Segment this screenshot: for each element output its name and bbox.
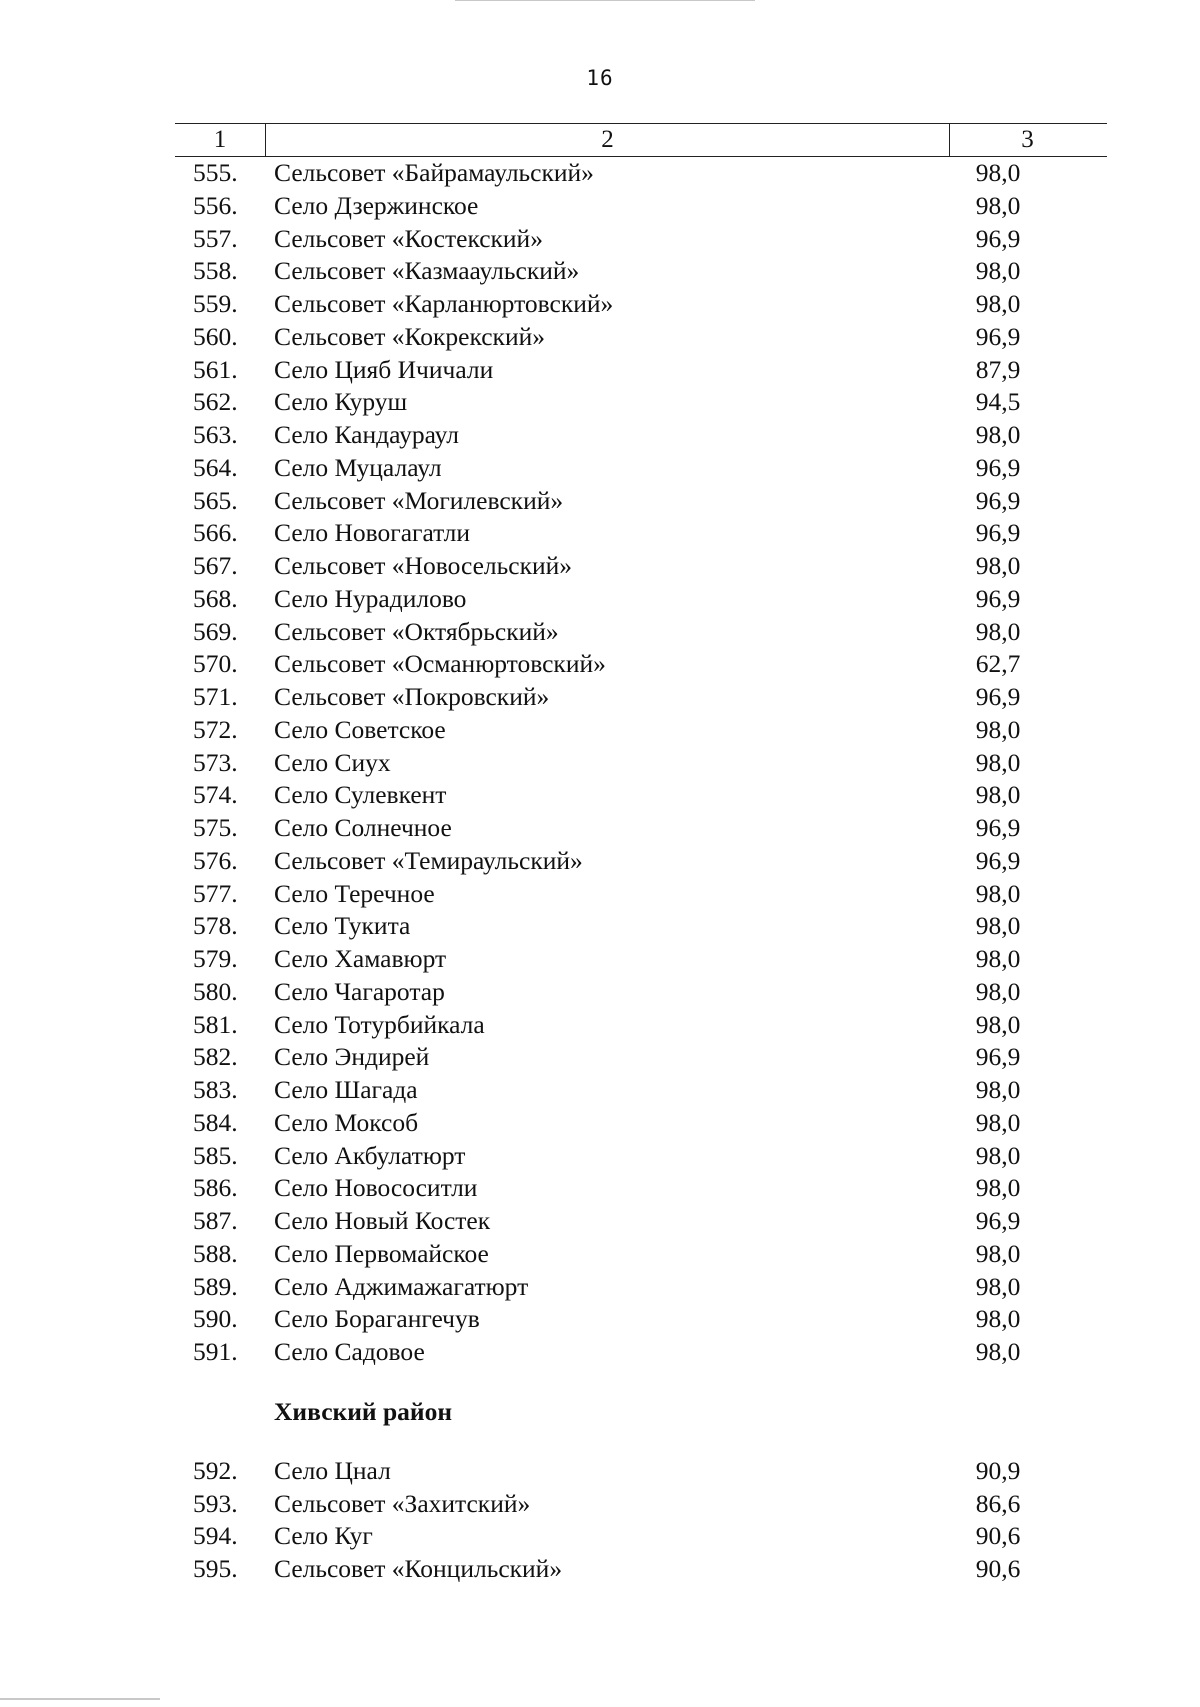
- row-name: Сельсовет «Байрамаульский»: [274, 158, 594, 187]
- row-value: 98,0: [975, 911, 1021, 941]
- row-value: 62,7: [975, 649, 1021, 679]
- row-number: 556.: [193, 190, 238, 220]
- row-value: 98,0: [975, 1009, 1021, 1039]
- row-name: Село Борагангечув: [274, 1304, 480, 1334]
- row-name: Село Цнал: [274, 1455, 391, 1485]
- row-number: 578.: [193, 911, 238, 941]
- row-value: 96,9: [975, 223, 1021, 253]
- row-value: 94,5: [975, 387, 1021, 417]
- row-number: 592.: [193, 1455, 238, 1485]
- row-number: 560.: [193, 321, 238, 351]
- row-value: 90,6: [975, 1521, 1021, 1551]
- row-name: Село Сулевкент: [274, 780, 447, 810]
- row-name: Сельсовет «Темираульский»: [274, 845, 583, 875]
- row-number: 566.: [193, 518, 238, 548]
- row-number: 562.: [193, 387, 238, 417]
- table-row: [175, 354, 1107, 387]
- row-name: Село Первомайское: [274, 1238, 489, 1268]
- table-row: [175, 288, 1107, 321]
- table-row: [175, 1172, 1107, 1205]
- row-value: 96,9: [975, 1206, 1021, 1235]
- row-value: 98,0: [975, 616, 1021, 646]
- row-name: Село Кандаураул: [274, 420, 459, 449]
- table-row: [175, 681, 1107, 714]
- row-number: 559.: [193, 289, 238, 318]
- row-value: 98,0: [975, 747, 1021, 777]
- row-name: Сельсовет «Концильский»: [274, 1554, 563, 1583]
- row-value: 98,0: [975, 190, 1021, 220]
- row-name: Село Сиух: [274, 747, 391, 777]
- row-name: Сельсовет «Казмааульский»: [274, 256, 580, 286]
- row-value: 87,9: [975, 354, 1021, 384]
- row-value: 86,6: [975, 1488, 1021, 1518]
- scan-artifact: [0, 1698, 160, 1700]
- row-value: 98,0: [975, 158, 1021, 187]
- row-number: 585.: [193, 1140, 238, 1170]
- table-row: [175, 1455, 1107, 1488]
- table-row: [175, 321, 1107, 354]
- row-value: 98,0: [975, 420, 1021, 449]
- row-name: Сельсовет «Покровский»: [274, 682, 550, 711]
- table-row: [175, 386, 1107, 419]
- row-name: Село Цияб Ичичали: [274, 354, 494, 384]
- table-row: [175, 157, 1107, 190]
- table-body-section: [175, 1455, 1107, 1586]
- row-value: 98,0: [975, 289, 1021, 318]
- row-number: 577.: [193, 878, 238, 908]
- row-value: 96,9: [975, 1042, 1021, 1072]
- table-row: [175, 714, 1107, 747]
- table-row: [175, 747, 1107, 780]
- row-value: 90,6: [975, 1554, 1021, 1583]
- table-row: [175, 255, 1107, 288]
- row-number: 590.: [193, 1304, 238, 1334]
- row-number: 581.: [193, 1009, 238, 1039]
- row-name: Село Теречное: [274, 878, 435, 908]
- row-name: Село Новый Костек: [274, 1206, 491, 1235]
- header-col-1: 1: [213, 126, 227, 153]
- table-row: [175, 550, 1107, 583]
- table-row: [175, 1553, 1107, 1586]
- row-value: 96,9: [975, 321, 1021, 351]
- row-number: 569.: [193, 616, 238, 646]
- row-name: Село Моксоб: [274, 1107, 419, 1137]
- row-number: 580.: [193, 976, 238, 1006]
- row-value: 98,0: [975, 1140, 1021, 1170]
- row-number: 582.: [193, 1042, 238, 1072]
- row-name: Село Шагада: [274, 1075, 418, 1104]
- table-row: [175, 190, 1107, 223]
- row-value: 96,9: [975, 452, 1021, 482]
- row-value: 96,9: [975, 682, 1021, 711]
- row-value: 98,0: [975, 878, 1021, 908]
- table-row: [175, 616, 1107, 649]
- row-number: 583.: [193, 1075, 238, 1104]
- row-number: 557.: [193, 223, 238, 253]
- table-row: [175, 517, 1107, 550]
- row-name: Сельсовет «Могилевский»: [274, 485, 564, 515]
- row-name: Село Солнечное: [274, 813, 452, 842]
- table-row: [175, 878, 1107, 911]
- table-row: [175, 648, 1107, 681]
- row-name: Село Куг: [274, 1521, 373, 1551]
- row-name: Сельсовет «Османюртовский»: [274, 649, 606, 679]
- row-value: 98,0: [975, 1107, 1021, 1137]
- row-number: 593.: [193, 1488, 238, 1518]
- row-name: Сельсовет «Кокрекский»: [274, 321, 545, 351]
- row-value: 98,0: [975, 1304, 1021, 1334]
- row-name: Село Садовое: [274, 1337, 425, 1366]
- table-row: [175, 779, 1107, 812]
- row-number: 570.: [193, 649, 238, 679]
- data-table: [175, 123, 1107, 1586]
- row-name: Село Чагаротар: [274, 976, 445, 1006]
- row-name: Село Тотурбийкала: [274, 1009, 485, 1039]
- row-number: 575.: [193, 813, 238, 842]
- table-row: [175, 1238, 1107, 1271]
- row-number: 558.: [193, 256, 238, 286]
- row-number: 586.: [193, 1173, 238, 1203]
- row-name: Село Куруш: [274, 387, 408, 417]
- table-row: [175, 1107, 1107, 1140]
- table-row: [175, 1303, 1107, 1336]
- table-row: [175, 1205, 1107, 1238]
- row-number: 576.: [193, 845, 238, 875]
- row-value: 98,0: [975, 1271, 1021, 1301]
- row-name: Село Муцалаул: [274, 452, 442, 482]
- table-row: [175, 1041, 1107, 1074]
- table-row: [175, 485, 1107, 518]
- row-value: 98,0: [975, 551, 1021, 580]
- table-body-main: [175, 157, 1107, 1369]
- row-value: 96,9: [975, 583, 1021, 613]
- row-number: 572.: [193, 714, 238, 744]
- row-name: Сельсовет «Карланюртовский»: [274, 289, 614, 318]
- row-value: 98,0: [975, 714, 1021, 744]
- row-value: 98,0: [975, 976, 1021, 1006]
- row-number: 574.: [193, 780, 238, 810]
- row-value: 90,9: [975, 1455, 1021, 1485]
- header-col-3: 3: [1021, 126, 1034, 153]
- table-row: [175, 976, 1107, 1009]
- row-number: 588.: [193, 1238, 238, 1268]
- table-row: [175, 812, 1107, 845]
- row-value: 98,0: [975, 1337, 1021, 1366]
- row-value: 98,0: [975, 944, 1021, 973]
- table-row: [175, 1074, 1107, 1107]
- row-value: 96,9: [975, 485, 1021, 515]
- header-col-2: 2: [265, 124, 950, 156]
- table-row: [175, 223, 1107, 256]
- row-name: Село Советское: [274, 714, 446, 744]
- row-number: 595.: [193, 1554, 238, 1583]
- row-value: 98,0: [975, 1173, 1021, 1203]
- row-name: Село Хамавюрт: [274, 944, 447, 973]
- row-name: Село Тукита: [274, 911, 411, 941]
- row-number: 567.: [193, 551, 238, 580]
- row-number: 568.: [193, 583, 238, 613]
- table-row: [175, 452, 1107, 485]
- table-row: [175, 1140, 1107, 1173]
- table-row: [175, 1336, 1107, 1369]
- row-value: 98,0: [975, 1075, 1021, 1104]
- table-row: [175, 910, 1107, 943]
- row-number: 565.: [193, 485, 238, 515]
- row-name: Село Новогагатли: [274, 518, 471, 548]
- row-name: Сельсовет «Захитский»: [274, 1488, 531, 1518]
- row-name: Село Дзержинское: [274, 190, 479, 220]
- row-number: 591.: [193, 1337, 238, 1366]
- table-row: [175, 419, 1107, 452]
- table-row: [175, 845, 1107, 878]
- row-name: Село Акбулатюрт: [274, 1140, 466, 1170]
- row-number: 564.: [193, 452, 238, 482]
- table-row: [175, 1520, 1107, 1553]
- row-name: Сельсовет «Новосельский»: [274, 551, 573, 580]
- row-name: Сельсовет «Костекский»: [274, 223, 543, 253]
- table-row: [175, 1488, 1107, 1521]
- row-number: 587.: [193, 1206, 238, 1235]
- row-name: Село Аджимажагатюрт: [274, 1271, 529, 1301]
- table-row: [175, 1271, 1107, 1304]
- table-row: [175, 943, 1107, 976]
- row-number: 573.: [193, 747, 238, 777]
- scan-artifact: [455, 0, 755, 1]
- row-number: 584.: [193, 1107, 238, 1137]
- row-number: 563.: [193, 420, 238, 449]
- row-name: Село Новососитли: [274, 1173, 478, 1203]
- page-number: 16: [586, 66, 614, 90]
- table-row: [175, 1009, 1107, 1042]
- row-value: 96,9: [975, 845, 1021, 875]
- section-title: Хивский район: [274, 1396, 453, 1426]
- row-number: 594.: [193, 1521, 238, 1551]
- table-header: [175, 123, 1107, 157]
- row-name: Село Эндирей: [274, 1042, 430, 1072]
- row-value: 96,9: [975, 813, 1021, 842]
- row-value: 96,9: [975, 518, 1021, 548]
- row-number: 555.: [193, 158, 238, 187]
- row-value: 98,0: [975, 1238, 1021, 1268]
- row-name: Сельсовет «Октябрьский»: [274, 616, 559, 646]
- row-number: 589.: [193, 1271, 238, 1301]
- row-number: 561.: [193, 354, 238, 384]
- row-name: Село Нурадилово: [274, 583, 467, 613]
- row-value: 98,0: [975, 256, 1021, 286]
- table-row: [175, 583, 1107, 616]
- row-number: 579.: [193, 944, 238, 973]
- row-number: 571.: [193, 682, 238, 711]
- row-value: 98,0: [975, 780, 1021, 810]
